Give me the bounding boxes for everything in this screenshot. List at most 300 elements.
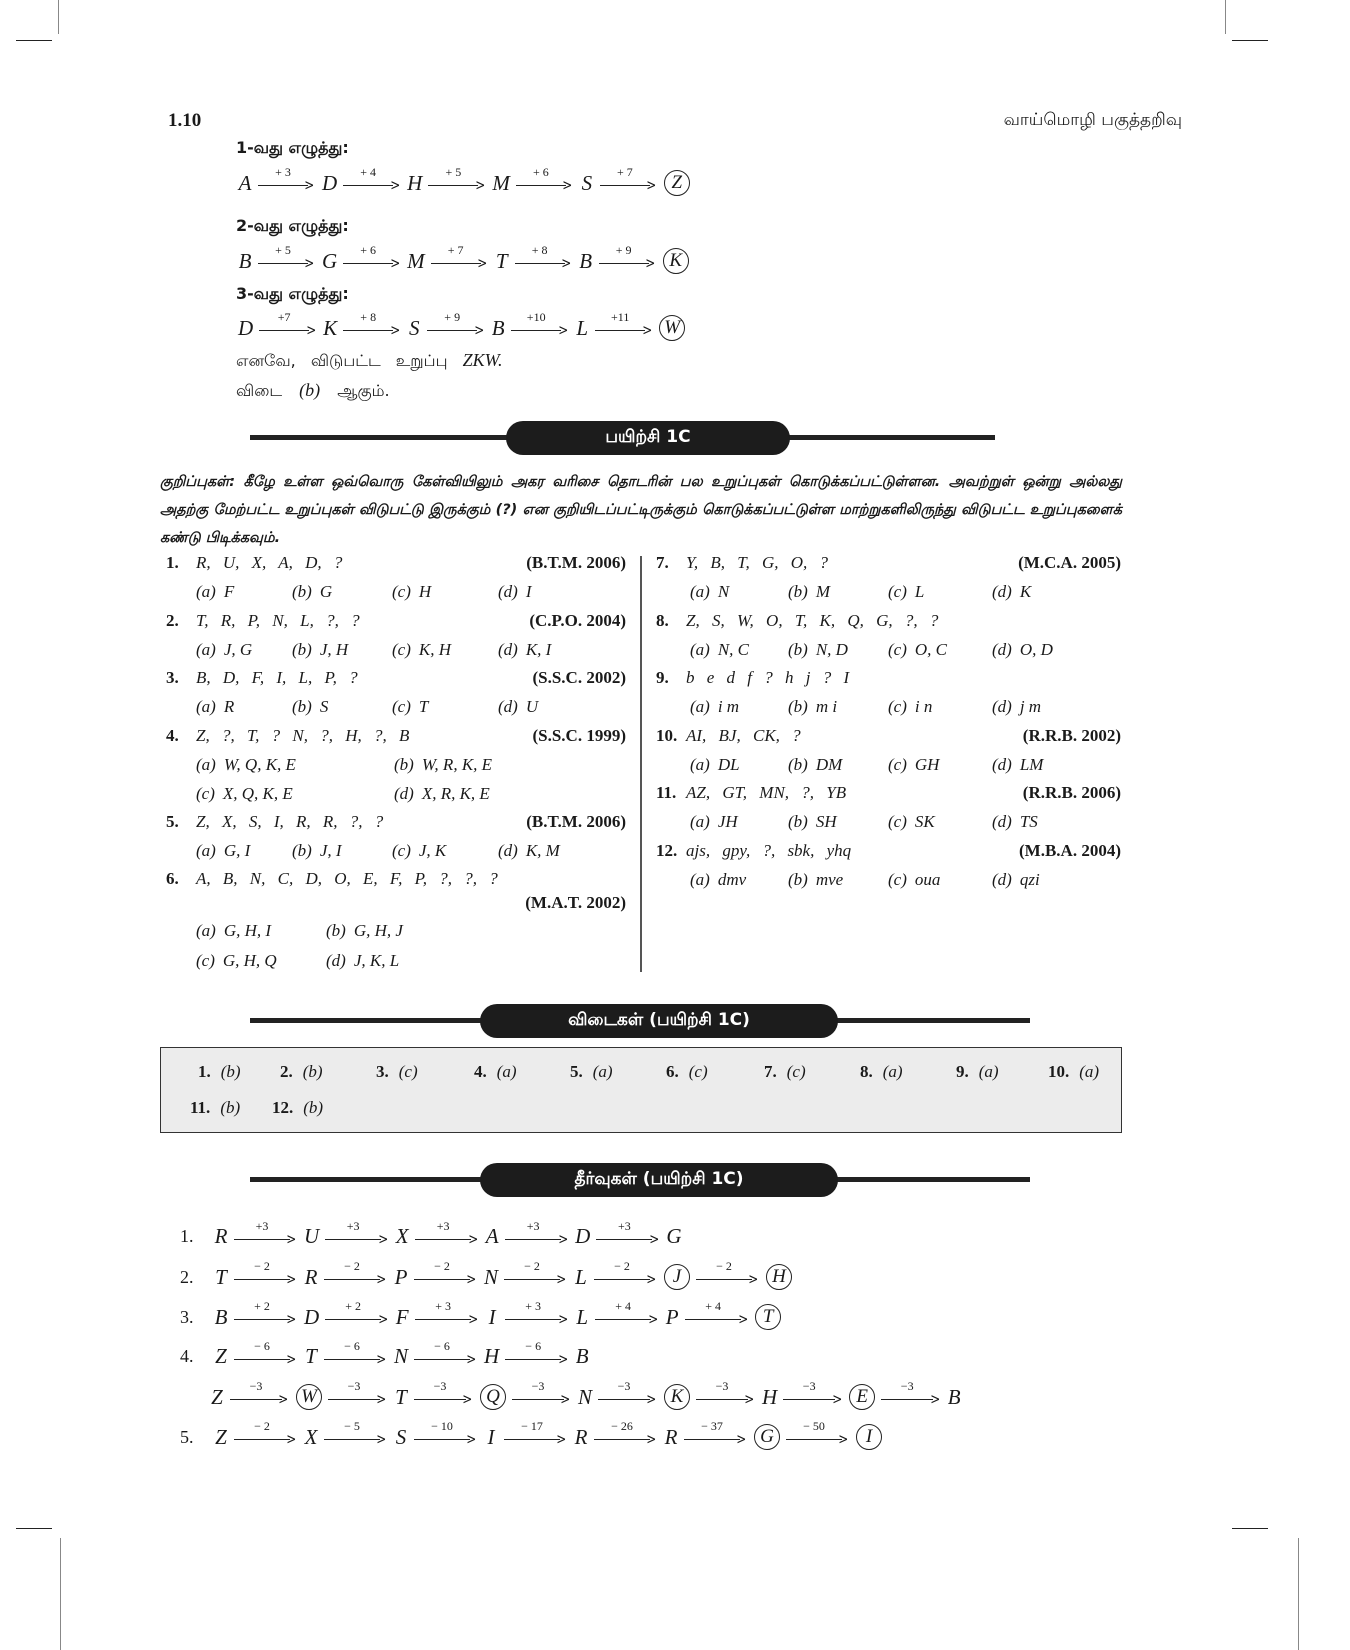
answer-option bbox=[992, 582, 1031, 602]
option-key: (b) bbox=[788, 870, 808, 889]
arrow-icon bbox=[505, 1299, 569, 1328]
letter: G bbox=[666, 1224, 682, 1248]
option-key: (c) bbox=[888, 755, 907, 774]
option-key: (a) bbox=[196, 640, 216, 659]
option-value: F bbox=[223, 582, 235, 601]
answer-number: 9. bbox=[956, 1062, 969, 1081]
answer-option bbox=[292, 582, 332, 602]
crop-mark bbox=[60, 1538, 61, 1650]
arrow-operation: + 4 bbox=[360, 165, 377, 179]
arrow-head-icon: > bbox=[462, 1390, 473, 1408]
arrow-shaft bbox=[595, 1319, 651, 1320]
option-value: K, I bbox=[525, 640, 552, 659]
option-value: N, D bbox=[815, 640, 848, 659]
arrow-head-icon: > bbox=[560, 1390, 571, 1408]
section-title: தீர்வுகள் (பயிற்சி 1C) bbox=[574, 1169, 744, 1189]
arrow-icon bbox=[414, 1379, 474, 1408]
arrow-head-icon: > bbox=[556, 1430, 567, 1448]
question-item bbox=[166, 726, 409, 746]
circled-letter: H bbox=[766, 1264, 792, 1290]
option-value: M bbox=[815, 582, 830, 601]
arrow-operation: − 10 bbox=[431, 1419, 453, 1433]
option-key: (c) bbox=[888, 640, 907, 659]
arrow-icon bbox=[428, 165, 486, 194]
arrow-operation: + 8 bbox=[360, 310, 377, 324]
arrow-shaft bbox=[881, 1399, 933, 1400]
example-row-label: 1-வது எழுத்து: bbox=[236, 138, 349, 157]
option-key: (a) bbox=[690, 640, 710, 659]
arrow-operation: + 5 bbox=[275, 243, 291, 257]
question-sequence: b e d f ? h j ? I bbox=[686, 668, 850, 687]
arrow-operation: − 6 bbox=[254, 1338, 270, 1353]
arrow-shaft bbox=[431, 263, 481, 264]
answer-key-item bbox=[198, 1062, 241, 1082]
question-item bbox=[656, 611, 938, 631]
answer-option bbox=[992, 870, 1040, 890]
arrow-icon bbox=[594, 1259, 658, 1288]
question-item bbox=[656, 726, 801, 746]
letter: B bbox=[947, 1384, 961, 1409]
answer-option bbox=[196, 582, 234, 602]
arrow-shaft bbox=[505, 1319, 561, 1320]
option-value: J, G bbox=[223, 640, 253, 659]
answer-option bbox=[690, 755, 740, 775]
option-value: X, Q, K, E bbox=[222, 784, 293, 803]
arrow-icon bbox=[594, 1419, 658, 1448]
option-key: (c) bbox=[888, 697, 907, 716]
letter: T bbox=[395, 1384, 407, 1409]
arrow-head-icon: > bbox=[466, 1270, 477, 1288]
letter: U bbox=[304, 1224, 320, 1248]
question-item bbox=[166, 553, 342, 573]
running-title: வாய்மொழி பகுத்தறிவு bbox=[1003, 110, 1182, 130]
arrow-operation: + 7 bbox=[616, 165, 633, 179]
letter: N bbox=[394, 1344, 409, 1368]
option-value: I bbox=[525, 582, 532, 601]
circled-letter: K bbox=[664, 1384, 690, 1410]
answer-option bbox=[326, 921, 403, 941]
option-key: (d) bbox=[992, 812, 1012, 831]
arrow-operation: − 2 bbox=[434, 1259, 450, 1273]
arrow-shaft bbox=[324, 1439, 380, 1440]
arrow-shaft bbox=[511, 330, 561, 331]
arrow-operation: − 6 bbox=[525, 1338, 542, 1353]
column-divider bbox=[640, 556, 642, 972]
arrow-shaft bbox=[599, 263, 649, 264]
option-value: oua bbox=[914, 870, 941, 889]
arrow-head-icon: > bbox=[305, 321, 316, 339]
letter: B bbox=[491, 315, 505, 340]
answer-option bbox=[788, 870, 843, 890]
letter: D bbox=[238, 315, 254, 340]
arrow-icon bbox=[414, 1338, 478, 1368]
arrow-icon bbox=[414, 1259, 478, 1288]
answer-key-item bbox=[1048, 1062, 1099, 1082]
option-key: (d) bbox=[498, 841, 518, 860]
answer-option bbox=[392, 582, 431, 602]
question-source: (B.T.M. 2006) bbox=[526, 812, 626, 831]
arrow-head-icon: > bbox=[286, 1229, 297, 1248]
answer-option bbox=[788, 582, 830, 602]
letter: I bbox=[488, 1304, 496, 1329]
letter: B bbox=[579, 248, 593, 273]
answer-value: (c) bbox=[786, 1062, 806, 1081]
arrow-shaft bbox=[328, 1399, 380, 1400]
arrow-shaft bbox=[600, 185, 650, 186]
option-key: (b) bbox=[788, 812, 808, 831]
arrow-icon bbox=[234, 1218, 298, 1248]
arrow-shaft bbox=[696, 1399, 748, 1400]
letter: P bbox=[394, 1264, 408, 1289]
answer-option bbox=[788, 697, 837, 717]
answer-key-item bbox=[860, 1062, 903, 1082]
arrow-head-icon: > bbox=[641, 321, 652, 339]
arrow-operation: + 6 bbox=[532, 165, 549, 179]
arrow-head-icon: > bbox=[556, 1270, 567, 1288]
conclusion-text: எனவே, விடுபட்ட உறுப்பு bbox=[236, 351, 448, 370]
answer-prefix: விடை bbox=[236, 381, 283, 400]
arrow-icon bbox=[786, 1419, 850, 1448]
option-value: i n bbox=[914, 697, 933, 716]
option-key: (b) bbox=[788, 697, 808, 716]
example-chain bbox=[238, 310, 685, 341]
arrow-shaft bbox=[684, 1439, 740, 1440]
question-sequence: R, U, X, A, D, ? bbox=[196, 553, 343, 572]
question-source: (M.A.T. 2002) bbox=[525, 893, 626, 912]
option-key: (a) bbox=[690, 755, 710, 774]
solution-number: 2. bbox=[180, 1266, 194, 1287]
arrow-shaft bbox=[234, 1239, 290, 1240]
circled-letter: Q bbox=[480, 1384, 506, 1410]
answer-value: (b) bbox=[299, 380, 321, 400]
answer-key-item bbox=[272, 1098, 323, 1118]
arrow-operation: −3 bbox=[802, 1379, 816, 1393]
letter: N bbox=[484, 1264, 499, 1289]
option-value: GH bbox=[914, 755, 940, 774]
answer-option bbox=[888, 640, 947, 660]
arrow-shaft bbox=[783, 1399, 835, 1400]
question-sequence: T, R, P, N, L, ?, ? bbox=[196, 611, 360, 630]
arrow-operation: − 17 bbox=[521, 1419, 543, 1433]
option-key: (c) bbox=[196, 951, 215, 970]
circled-letter: G bbox=[754, 1424, 780, 1450]
arrow-head-icon: > bbox=[736, 1430, 747, 1448]
arrow-operation: − 2 bbox=[716, 1259, 732, 1273]
letter: N bbox=[578, 1384, 593, 1409]
arrow-icon bbox=[596, 1218, 660, 1248]
letter: L bbox=[576, 1304, 589, 1329]
answer-key-item bbox=[764, 1062, 806, 1082]
option-key: (c) bbox=[888, 870, 907, 889]
circled-letter: W bbox=[659, 315, 685, 341]
arrow-icon bbox=[234, 1259, 298, 1288]
example-conclusion bbox=[236, 350, 502, 372]
arrow-icon bbox=[234, 1419, 298, 1448]
question-source: (S.S.C. 1999) bbox=[532, 726, 626, 745]
arrow-head-icon: > bbox=[466, 1430, 477, 1448]
circled-letter: K bbox=[663, 248, 689, 274]
option-value: dmv bbox=[717, 870, 747, 889]
option-key: (b) bbox=[788, 755, 808, 774]
solution-number: 4. bbox=[180, 1346, 194, 1366]
arrow-shaft bbox=[504, 1439, 560, 1440]
question-sequence: Z, X, S, I, R, R, ?, ? bbox=[196, 812, 384, 831]
letter: K bbox=[323, 315, 338, 340]
circled-letter: I bbox=[856, 1424, 882, 1450]
question-number: 8. bbox=[656, 611, 669, 630]
answer-number: 1. bbox=[198, 1062, 211, 1081]
arrow-icon bbox=[515, 243, 573, 272]
circled-letter: W bbox=[296, 1384, 322, 1410]
answer-option bbox=[292, 841, 342, 861]
arrow-operation: −3 bbox=[433, 1379, 447, 1393]
answer-option bbox=[196, 784, 293, 804]
arrow-icon bbox=[343, 243, 401, 272]
arrow-shaft bbox=[343, 263, 393, 264]
answer-value: (b) bbox=[302, 1062, 323, 1081]
arrow-shaft bbox=[325, 1239, 381, 1240]
answer-option bbox=[196, 697, 234, 717]
answer-number: 11. bbox=[190, 1098, 211, 1117]
question-source: (M.B.A. 2004) bbox=[1019, 841, 1121, 860]
arrow-shaft bbox=[415, 1319, 471, 1320]
letter: H bbox=[762, 1384, 778, 1409]
option-key: (a) bbox=[690, 582, 710, 601]
letter: F bbox=[395, 1304, 409, 1329]
arrow-head-icon: > bbox=[467, 1310, 478, 1328]
arrow-head-icon: > bbox=[389, 176, 400, 194]
arrow-shaft bbox=[414, 1359, 470, 1360]
arrow-shaft bbox=[594, 1439, 650, 1440]
option-value: G, H, J bbox=[353, 921, 403, 940]
arrow-head-icon: > bbox=[377, 1229, 388, 1248]
question-number: 4. bbox=[166, 726, 179, 745]
option-value: L bbox=[914, 582, 925, 601]
answer-option bbox=[888, 812, 935, 832]
answer-value: (c) bbox=[398, 1062, 418, 1081]
arrow-operation: + 2 bbox=[254, 1299, 270, 1313]
page-number: 1.10 bbox=[168, 110, 202, 131]
arrow-operation: + 3 bbox=[525, 1299, 542, 1313]
arrow-shaft bbox=[685, 1319, 741, 1320]
arrow-head-icon: > bbox=[376, 1270, 387, 1288]
answer-option bbox=[498, 582, 532, 602]
option-key: (d) bbox=[394, 784, 414, 803]
arrow-operation: − 6 bbox=[344, 1338, 360, 1353]
letter: X bbox=[304, 1424, 318, 1449]
example-row-label: 2-வது எழுத்து: bbox=[236, 216, 349, 235]
option-key: (d) bbox=[992, 870, 1012, 889]
arrow-operation: − 37 bbox=[701, 1419, 723, 1433]
letter: T bbox=[215, 1264, 227, 1289]
option-value: DL bbox=[717, 755, 740, 774]
example-chain bbox=[238, 165, 690, 196]
question-sequence: Y, B, T, G, O, ? bbox=[686, 553, 829, 572]
crop-mark bbox=[1232, 1528, 1268, 1529]
arrow-head-icon: > bbox=[304, 254, 315, 272]
arrow-shaft bbox=[505, 1359, 561, 1360]
arrow-operation: − 50 bbox=[803, 1419, 825, 1433]
arrow-icon bbox=[505, 1218, 569, 1248]
arrow-shaft bbox=[343, 185, 393, 186]
arrow-icon bbox=[516, 165, 574, 194]
option-key: (c) bbox=[392, 582, 411, 601]
answer-option bbox=[292, 697, 328, 717]
answer-value: (a) bbox=[882, 1062, 903, 1081]
arrow-operation: −3 bbox=[617, 1379, 631, 1393]
arrow-head-icon: > bbox=[557, 321, 568, 339]
answer-key-item bbox=[280, 1062, 323, 1082]
letter: T bbox=[495, 248, 508, 273]
arrow-operation: − 2 bbox=[254, 1259, 270, 1273]
arrow-head-icon: > bbox=[304, 176, 315, 194]
solution-number: 1. bbox=[180, 1226, 194, 1246]
answer-option bbox=[992, 697, 1041, 717]
arrow-head-icon: > bbox=[376, 1349, 387, 1368]
option-key: (d) bbox=[498, 582, 518, 601]
arrow-operation: −3 bbox=[531, 1379, 545, 1393]
answer-value: (b) bbox=[303, 1098, 324, 1117]
option-value: K, H bbox=[418, 640, 451, 659]
arrow-shaft bbox=[594, 1279, 650, 1280]
question-source: (R.R.B. 2006) bbox=[1022, 783, 1121, 802]
circled-letter: J bbox=[664, 1264, 690, 1290]
arrow-icon bbox=[504, 1259, 568, 1288]
answer-option bbox=[196, 841, 250, 861]
answer-key-item bbox=[956, 1062, 999, 1082]
arrow-icon bbox=[343, 165, 401, 194]
answer-option bbox=[392, 640, 451, 660]
section-title: பயிற்சி 1C bbox=[605, 427, 691, 447]
arrow-icon bbox=[325, 1299, 389, 1328]
option-value: W, Q, K, E bbox=[223, 755, 296, 774]
letter: B bbox=[238, 248, 252, 273]
option-key: (b) bbox=[292, 697, 312, 716]
answer-number: 6. bbox=[666, 1062, 679, 1081]
answer-key-item bbox=[666, 1062, 708, 1082]
arrow-icon bbox=[234, 1338, 298, 1368]
option-value: W, R, K, E bbox=[421, 755, 493, 774]
question-sequence: A, B, N, C, D, O, E, F, P, ?, ?, ? bbox=[196, 869, 498, 888]
arrow-operation: + 3 bbox=[275, 165, 291, 179]
question-item bbox=[166, 668, 358, 688]
answer-key-item bbox=[190, 1098, 240, 1118]
option-value: m i bbox=[815, 697, 838, 716]
option-key: (b) bbox=[326, 921, 346, 940]
answer-option bbox=[788, 812, 837, 832]
arrow-head-icon: > bbox=[466, 1349, 477, 1368]
crop-mark bbox=[58, 0, 59, 34]
crop-mark bbox=[1225, 0, 1226, 34]
arrow-operation: + 5 bbox=[445, 165, 462, 179]
answer-option bbox=[992, 640, 1053, 660]
answer-option bbox=[498, 640, 551, 660]
answer-number: 8. bbox=[860, 1062, 873, 1081]
question-number: 6. bbox=[166, 869, 179, 888]
arrow-icon bbox=[600, 165, 658, 194]
arrow-icon bbox=[881, 1379, 941, 1408]
arrow-head-icon: > bbox=[389, 254, 400, 272]
answer-key-item bbox=[474, 1062, 517, 1082]
letter: P bbox=[665, 1304, 679, 1329]
arrow-operation: + 9 bbox=[615, 243, 632, 257]
question-source: (M.C.A. 2005) bbox=[1018, 553, 1121, 572]
arrow-operation: −3 bbox=[900, 1379, 914, 1393]
solution-row bbox=[180, 1218, 682, 1249]
answer-value: (c) bbox=[688, 1062, 708, 1081]
crop-mark bbox=[1298, 1538, 1299, 1650]
solution-number: 5. bbox=[180, 1426, 194, 1447]
question-sequence: B, D, F, I, L, P, ? bbox=[196, 668, 358, 687]
question-number: 7. bbox=[656, 553, 669, 572]
section-title: விடைகள் (பயிற்சி 1C) bbox=[568, 1010, 750, 1030]
answer-value: (a) bbox=[496, 1062, 517, 1081]
arrow-shaft bbox=[596, 1239, 652, 1240]
answer-option bbox=[196, 640, 252, 660]
option-value: LM bbox=[1019, 755, 1044, 774]
option-value: J, K bbox=[418, 841, 447, 860]
circled-letter: T bbox=[755, 1304, 781, 1330]
answer-value: (a) bbox=[978, 1062, 999, 1081]
answer-number: 10. bbox=[1048, 1062, 1070, 1081]
arrow-head-icon: > bbox=[475, 176, 486, 194]
arrow-icon bbox=[325, 1218, 389, 1248]
letter: R bbox=[574, 1424, 588, 1449]
letter: X bbox=[395, 1224, 409, 1248]
arrow-operation: −3 bbox=[249, 1379, 263, 1393]
arrow-shaft bbox=[414, 1279, 470, 1280]
arrow-head-icon: > bbox=[561, 254, 572, 272]
arrow-icon bbox=[324, 1338, 388, 1368]
arrow-operation: +3 bbox=[255, 1218, 269, 1233]
letter: R bbox=[304, 1264, 318, 1289]
option-key: (a) bbox=[690, 697, 710, 716]
arrow-icon bbox=[696, 1259, 760, 1288]
option-key: (d) bbox=[326, 951, 346, 970]
arrow-shaft bbox=[324, 1359, 380, 1360]
answer-option bbox=[394, 784, 490, 804]
arrow-shaft bbox=[234, 1439, 290, 1440]
option-value: G, H, Q bbox=[222, 951, 277, 970]
arrow-icon bbox=[230, 1379, 290, 1408]
arrow-operation: + 6 bbox=[360, 243, 377, 257]
option-value: O, C bbox=[914, 640, 947, 659]
answer-number: 4. bbox=[474, 1062, 487, 1081]
arrow-operation: +11 bbox=[611, 310, 630, 324]
question-sequence: Z, ?, T, ? N, ?, H, ?, B bbox=[196, 726, 410, 745]
option-value: U bbox=[525, 697, 539, 716]
arrow-operation: + 3 bbox=[435, 1299, 452, 1313]
answer-option bbox=[394, 755, 492, 775]
arrow-shaft bbox=[504, 1279, 560, 1280]
option-key: (a) bbox=[690, 870, 710, 889]
question-sequence: AZ, GT, MN, ?, YB bbox=[686, 783, 847, 802]
arrow-icon bbox=[595, 310, 653, 339]
arrow-head-icon: > bbox=[557, 1310, 568, 1328]
question-item bbox=[166, 611, 360, 631]
arrow-head-icon: > bbox=[389, 321, 400, 339]
arrow-head-icon: > bbox=[646, 1430, 657, 1448]
circled-letter: E bbox=[849, 1384, 875, 1410]
answer-number: 3. bbox=[376, 1062, 389, 1081]
arrow-head-icon: > bbox=[286, 1430, 297, 1448]
answer-option bbox=[690, 870, 746, 890]
option-value: J, K, L bbox=[353, 951, 400, 970]
letter: A bbox=[485, 1224, 499, 1248]
arrow-head-icon: > bbox=[286, 1310, 297, 1328]
arrow-shaft bbox=[414, 1399, 466, 1400]
arrow-head-icon: > bbox=[377, 1310, 388, 1328]
